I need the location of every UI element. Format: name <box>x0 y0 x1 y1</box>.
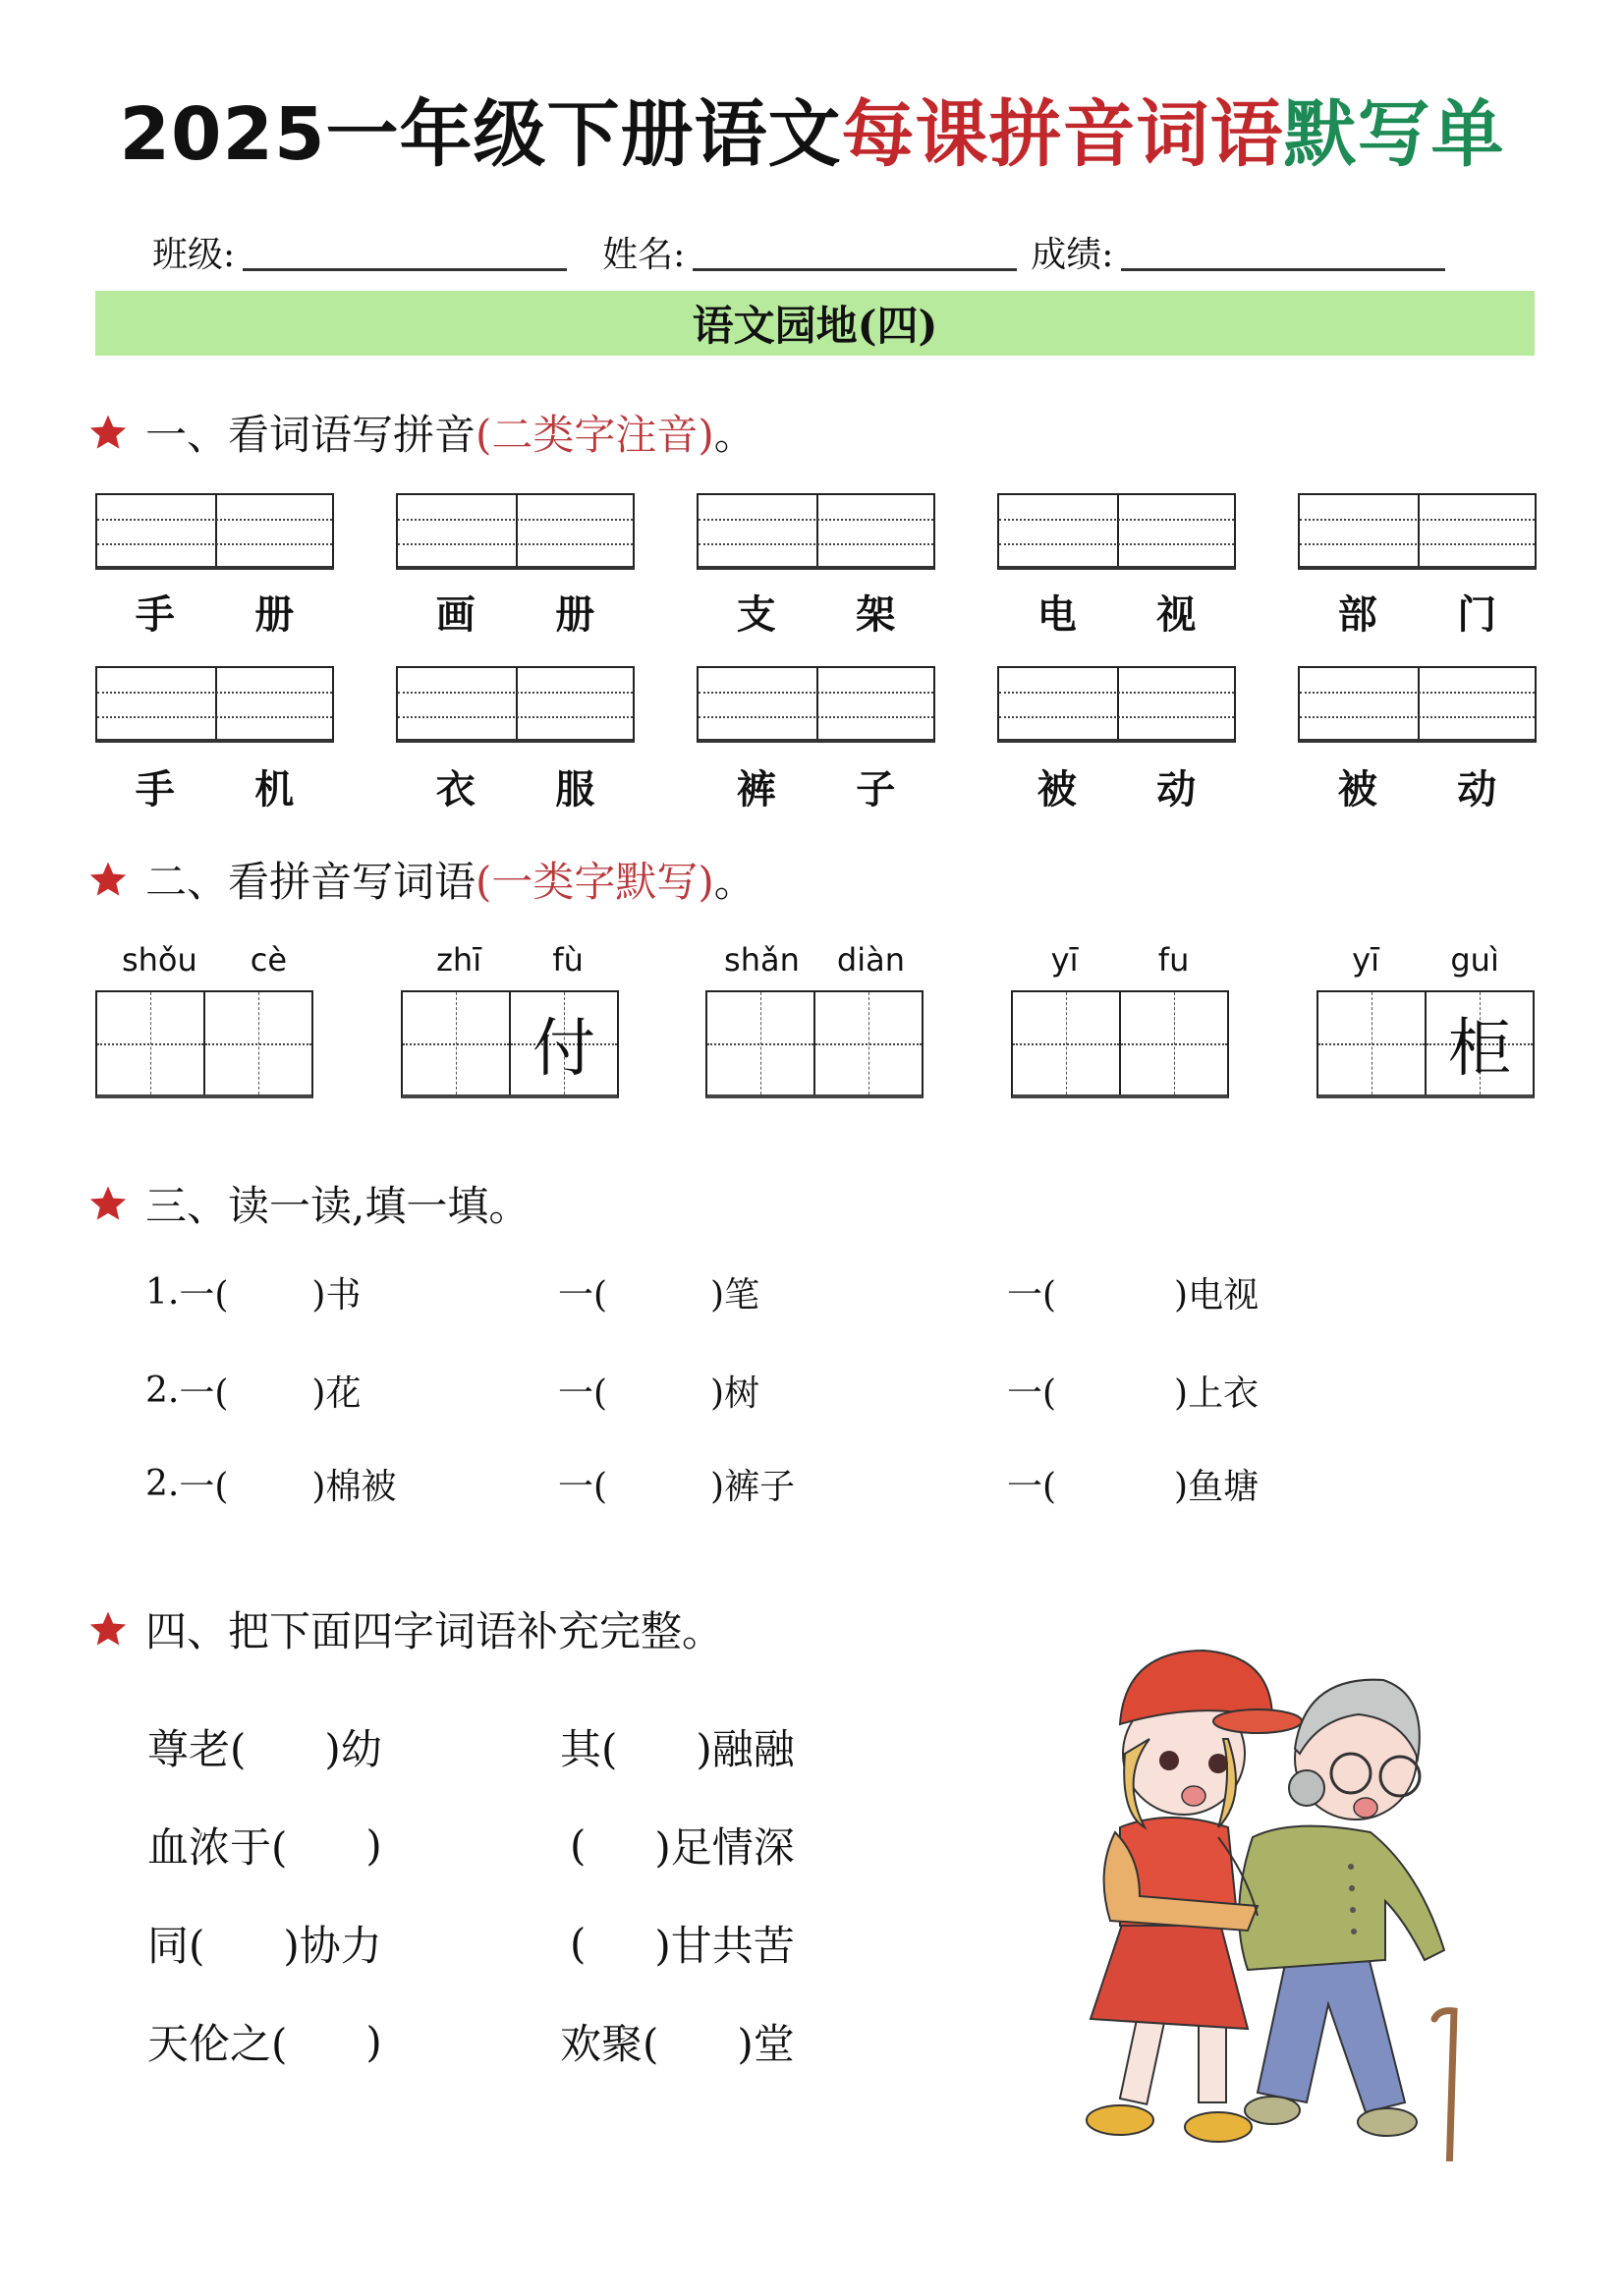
idiom-suffix: )堂 <box>737 2020 795 2068</box>
pinyin-label <box>1316 941 1535 979</box>
written-char <box>1318 992 1425 1094</box>
student-info-line <box>152 218 1528 277</box>
pinyin-writing-box[interactable] <box>697 666 935 743</box>
fill-item <box>1007 1459 1259 1509</box>
section1-note: (二类字注音) <box>476 411 714 459</box>
fill-prefix: 一( <box>1007 1373 1057 1414</box>
word-chars <box>1298 584 1537 640</box>
title-black-part: 2025一年级下册语文 <box>119 92 842 177</box>
pinyin-label <box>705 941 924 979</box>
section2-heading <box>88 850 756 909</box>
char: 电 <box>1036 591 1077 638</box>
written-char <box>97 992 203 1094</box>
tianzige-box[interactable] <box>1011 990 1229 1098</box>
star-icon <box>88 1184 128 1223</box>
pinyin-syllable: shǎn <box>724 941 800 979</box>
fill-item <box>558 1366 759 1416</box>
tianzige-box[interactable] <box>95 990 313 1098</box>
tianzige-cell[interactable] <box>203 992 311 1094</box>
fill-item <box>145 1267 361 1317</box>
score-field[interactable] <box>1121 268 1445 271</box>
word-chars <box>697 584 935 640</box>
fill-suffix: )上衣 <box>1174 1373 1260 1414</box>
idiom-suffix: )协力 <box>283 1922 382 1970</box>
char: 机 <box>254 766 295 812</box>
word-chars <box>997 584 1236 640</box>
class-field[interactable] <box>243 268 567 271</box>
char: 动 <box>1156 766 1197 812</box>
row-number: 2. <box>145 1371 180 1411</box>
fill-prefix: 一( <box>179 1373 229 1414</box>
char: 手 <box>135 591 175 638</box>
section4-heading <box>88 1599 723 1658</box>
written-char: 柜 <box>1448 1013 1511 1086</box>
fill-prefix: 一( <box>558 1373 608 1414</box>
pinyin-syllable: fu <box>1157 941 1190 979</box>
name-label: 姓名: <box>602 235 686 275</box>
idiom-item <box>560 1717 795 1776</box>
pinyin-writing-box[interactable] <box>1298 493 1537 570</box>
pinyin-syllable: diàn <box>836 941 905 979</box>
pinyin-writing-box[interactable] <box>697 493 935 570</box>
char: 手 <box>135 766 175 812</box>
char: 子 <box>856 766 896 812</box>
pinyin-syllable: cè <box>250 941 288 979</box>
fill-suffix: )电视 <box>1174 1275 1260 1316</box>
char: 门 <box>1457 591 1497 638</box>
idiom-item <box>147 1717 382 1776</box>
tianzige-cell[interactable] <box>97 992 203 1094</box>
pinyin-label <box>1011 941 1229 979</box>
written-char <box>205 992 311 1094</box>
section3-title: 三、读一读,填一填。 <box>145 1182 531 1230</box>
word-chars <box>396 758 635 814</box>
fill-suffix: )树 <box>710 1373 760 1414</box>
fill-suffix: )笔 <box>710 1275 760 1316</box>
fill-suffix: )裤子 <box>710 1467 796 1507</box>
tianzige-box[interactable] <box>401 990 619 1098</box>
fill-suffix: )鱼塘 <box>1174 1467 1260 1507</box>
written-char <box>1013 992 1119 1094</box>
idiom-item <box>147 1914 382 1973</box>
idiom-prefix: 其( <box>560 1725 618 1773</box>
word-chars <box>697 758 935 814</box>
pinyin-writing-box[interactable] <box>997 493 1236 570</box>
tianzige-cell[interactable] <box>1318 992 1425 1094</box>
char: 视 <box>1156 591 1197 638</box>
fill-row <box>145 1267 1423 1316</box>
pinyin-writing-box[interactable] <box>396 666 635 743</box>
star-icon <box>88 1609 128 1649</box>
section3-heading <box>88 1174 530 1233</box>
char: 部 <box>1337 591 1377 638</box>
pinyin-writing-box[interactable] <box>1298 666 1537 743</box>
title-green-part: 默写单 <box>1283 92 1505 177</box>
tianzige-box[interactable] <box>1316 990 1535 1098</box>
word-chars <box>95 758 334 814</box>
idiom-prefix: 尊老( <box>147 1725 247 1773</box>
word-chars <box>997 758 1236 814</box>
char: 服 <box>555 766 595 812</box>
class-label: 班级: <box>152 235 236 275</box>
char: 衣 <box>435 766 476 812</box>
idiom-prefix: 同( <box>147 1922 205 1970</box>
row-number: 1. <box>145 1272 180 1313</box>
fill-prefix: 一( <box>1007 1467 1057 1507</box>
idiom-suffix: ) <box>365 1820 382 1870</box>
pinyin-syllable: zhī <box>436 941 482 979</box>
char: 画 <box>435 591 476 638</box>
fill-suffix: )花 <box>311 1373 362 1414</box>
fill-item <box>1007 1366 1259 1416</box>
written-char: 付 <box>532 1013 595 1086</box>
star-icon <box>88 413 128 452</box>
char: 动 <box>1457 766 1497 812</box>
section2-note: (一类字默写) <box>476 858 714 906</box>
tianzige-box[interactable] <box>705 990 924 1098</box>
tianzige-cell[interactable] <box>1013 992 1119 1094</box>
title-red-part: 每课拼音词语 <box>841 92 1284 177</box>
idiom-item <box>570 1816 795 1875</box>
idiom-prefix: 欢聚( <box>560 2020 659 2068</box>
section4-title: 四、把下面四字词语补充完整。 <box>145 1607 724 1655</box>
word-chars <box>396 584 635 640</box>
section2-title: 二、看拼音写词语 <box>145 858 476 906</box>
idiom-prefix: 血浓于( <box>147 1823 288 1872</box>
tianzige-cell[interactable] <box>1425 992 1533 1094</box>
fill-prefix: 一( <box>558 1275 608 1316</box>
fill-item <box>145 1366 361 1416</box>
row-number: 2. <box>145 1464 180 1504</box>
fill-prefix: 一( <box>179 1275 229 1316</box>
char: 裤 <box>736 766 776 812</box>
pinyin-syllable: fù <box>552 941 584 979</box>
idiom-item <box>560 2012 795 2071</box>
idiom-suffix: )足情深 <box>654 1823 795 1872</box>
section1-end: 。 <box>713 411 756 459</box>
pinyin-syllable: shǒu <box>121 941 197 979</box>
pinyin-writing-box[interactable] <box>95 666 334 743</box>
char: 架 <box>856 591 896 638</box>
tianzige-cell[interactable] <box>707 992 813 1094</box>
idiom-suffix: )甘共苦 <box>654 1922 795 1970</box>
fill-row <box>145 1366 1423 1415</box>
pinyin-label <box>401 941 619 979</box>
score-label: 成绩: <box>1031 235 1114 275</box>
fill-prefix: 一( <box>1007 1275 1057 1316</box>
char: 被 <box>1036 766 1077 812</box>
idiom-suffix: )融融 <box>696 1725 795 1773</box>
lesson-title: 语文园地(四) <box>692 302 938 350</box>
pinyin-writing-box[interactable] <box>396 493 635 570</box>
word-chars <box>1298 758 1537 814</box>
fill-row <box>145 1459 1423 1508</box>
tianzige-cell[interactable] <box>403 992 509 1094</box>
pinyin-syllable: guì <box>1450 941 1499 979</box>
char: 册 <box>254 591 295 638</box>
written-char <box>707 992 813 1094</box>
section1-heading <box>88 403 756 462</box>
pinyin-writing-box[interactable] <box>997 666 1236 743</box>
pinyin-syllable: yī <box>1352 941 1379 979</box>
fill-item <box>558 1267 759 1317</box>
char: 被 <box>1337 766 1377 812</box>
pinyin-writing-box[interactable] <box>95 493 334 570</box>
fill-item <box>145 1459 396 1509</box>
fill-suffix: )棉被 <box>311 1467 397 1507</box>
written-char <box>815 992 922 1094</box>
written-char <box>1121 992 1227 1094</box>
fill-suffix: )书 <box>311 1275 362 1316</box>
idiom-item <box>147 1816 382 1875</box>
pinyin-syllable: yī <box>1050 941 1079 979</box>
tianzige-cell[interactable] <box>509 992 617 1094</box>
idiom-item <box>570 1914 795 1973</box>
fill-prefix: 一( <box>558 1467 608 1507</box>
char: 支 <box>736 591 776 638</box>
name-field[interactable] <box>693 268 1017 271</box>
star-icon <box>88 860 128 899</box>
char: 册 <box>555 591 595 638</box>
tianzige-cell[interactable] <box>813 992 922 1094</box>
fill-prefix: 一( <box>179 1467 229 1507</box>
page-title <box>0 77 1624 181</box>
fill-item <box>558 1459 795 1509</box>
idiom-prefix: ( <box>570 1919 587 1968</box>
written-char <box>403 992 509 1094</box>
idiom-suffix: ) <box>365 2017 382 2066</box>
idiom-suffix: )幼 <box>324 1725 382 1773</box>
idiom-prefix: ( <box>570 1820 587 1870</box>
section2-end: 。 <box>713 858 756 906</box>
lesson-banner <box>95 291 1535 356</box>
fill-item <box>1007 1267 1259 1317</box>
idiom-prefix: 天伦之( <box>147 2020 288 2068</box>
word-chars <box>95 584 334 640</box>
section1-title: 一、看词语写拼音 <box>145 411 476 459</box>
pinyin-label <box>95 941 313 979</box>
idiom-item <box>147 2012 382 2071</box>
tianzige-cell[interactable] <box>1119 992 1227 1094</box>
girl-helping-grandma-illustration <box>1071 1631 1513 2161</box>
